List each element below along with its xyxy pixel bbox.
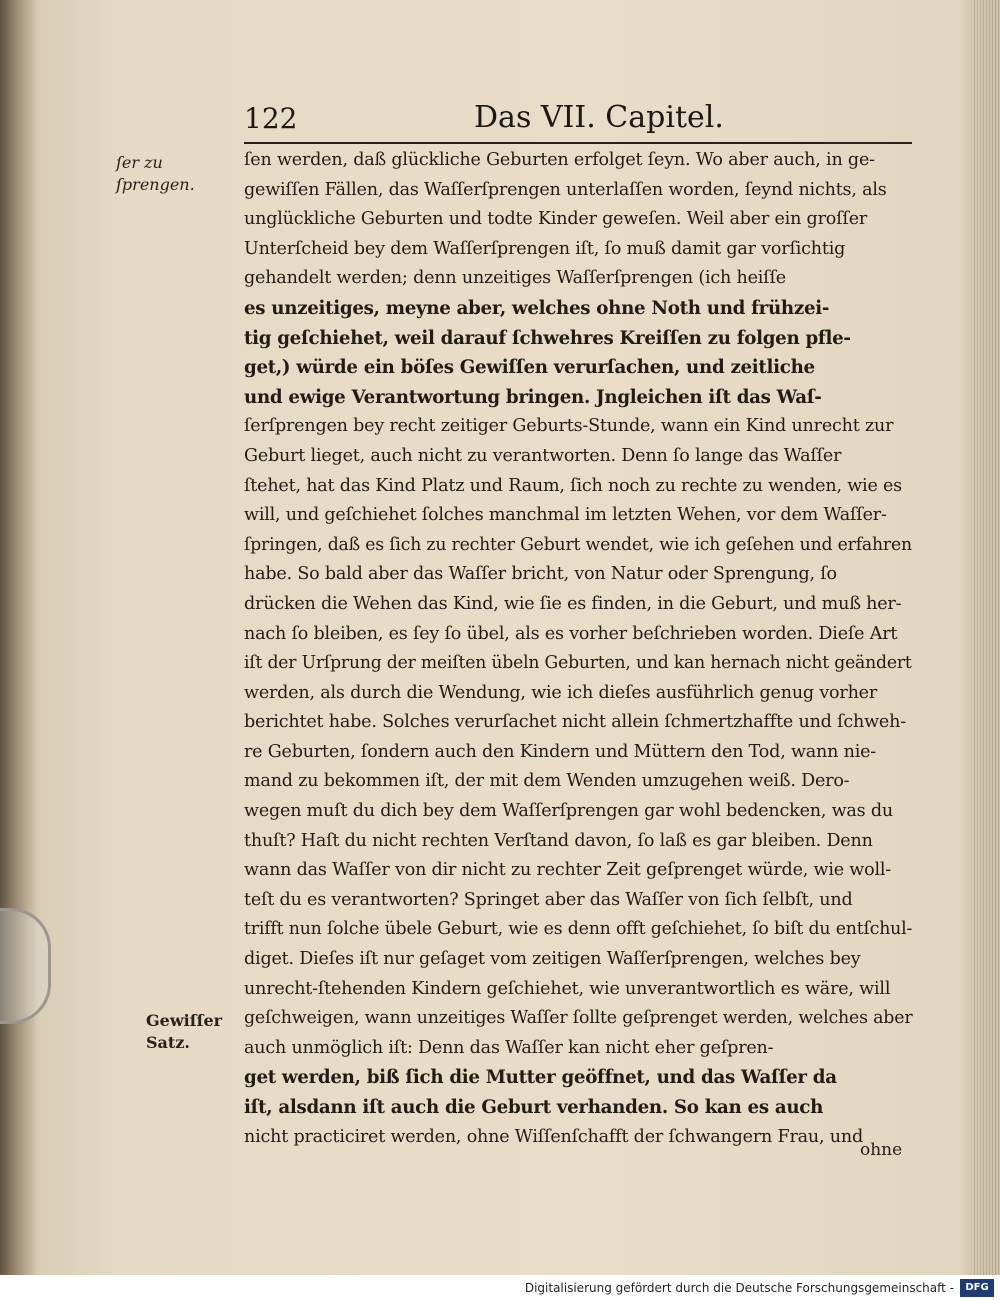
text-line: iſt, alsdann iſt auch die Geburt verhanden. So kan es auch [244,1097,824,1118]
text-line: re Geburten, ſondern auch den Kindern und Müttern den Tod, wann nie- [244,741,877,762]
text-line: nach ſo bleiben, es ſey ſo übel, als es vorher beſchrieben worden. Dieſe Art [244,623,898,644]
text-line: ſpringen, daß es ſich zu rechter Geburt wendet, wie ich geſehen und erfahren [244,534,912,555]
text-line: gewiſſen Fällen, das Waſſerſprengen unterlaſſen worden, ſeynd nichts, als [244,179,887,200]
text-line: Geburt lieget, auch nicht zu verantworten. Denn ſo lange das Waſſer [244,445,842,466]
text-line: get,) würde ein böſes Gewiſſen verurſachen, und zeitliche [244,357,815,379]
text-line: unglückliche Geburten und todte Kinder geweſen. Weil aber ein groſſer [244,209,868,230]
dfg-logo-icon: DFG [960,1279,994,1297]
page-header [244,98,912,144]
text-line: habe. So bald aber das Waſſer bricht, von Natur oder Sprengung, ſo [244,564,837,585]
text-line: iſt der Urſprung der meiſten übeln Geburten, und kan hernach nicht geändert [244,653,912,674]
text-line: und ewige Verantwortung bringen. Jngleichen iſt das Waſ- [244,386,822,408]
text-line: tig geſchiehet, weil darauf ſchwehres Kreiſſen zu folgen pfle- [244,327,851,349]
text-line: nicht practiciret werden, ohne Wiſſenſchafft der ſchwangern Frau, und [244,1126,864,1147]
text-line: unrecht-ſtehenden Kindern geſchiehet, wie unverantwortlich es wäre, will [244,978,891,999]
page-edge [972,0,1000,1275]
margin-note: ſer zu ſprengen. [116,153,195,194]
body-text [244,146,914,1152]
text-line: ſtehet, hat das Kind Platz und Raum, ſich noch zu rechte zu wenden, wie es [244,475,902,496]
text-line: gehandelt werden; denn unzeitiges Waſſerſprengen (ich heiſſe [244,268,786,289]
text-line: wegen muſt du dich bey dem Waſſerſprengen gar wohl bedencken, was du [244,801,893,822]
catchword: ohne [860,1140,903,1160]
text-line: get werden, biß ſich die Mutter geöffnet, und das Waſſer da [244,1067,837,1089]
text-line: ſen werden, daß glückliche Geburten erfolget ſeyn. Wo aber auch, in ge- [244,150,875,170]
running-head: Das VII. Capitel. [474,100,724,135]
text-line: ſerſprengen bey recht zeitiger Geburts-Stunde, wann ein Kind unrecht zur [244,416,894,437]
text-line: geſchweigen, wann unzeitiges Waſſer ſollte geſprenget werden, welches aber [244,1008,913,1029]
footer-credit: Digitalisierung gefördert durch die Deutsche Forschungsgemeinschaft - [524,1281,954,1295]
footer-bar [0,1275,1000,1301]
text-line: will, und geſchiehet ſolches manchmal im letzten Wehen, vor dem Waſſer- [244,505,887,526]
text-line: auch unmöglich iſt: Denn das Waſſer kan nicht eher geſpren- [244,1037,774,1058]
text-line: drücken die Wehen das Kind, wie ſie es finden, in die Geburt, und muß her- [244,593,902,614]
text-line: wann das Waſſer von dir nicht zu rechter Zeit geſprenget würde, wie woll- [244,860,892,881]
page-clip [0,908,51,1024]
text-line: berichtet habe. Solches verurſachet nicht allein ſchmertzhaffte und ſchweh- [244,712,906,733]
text-line: mand zu bekommen iſt, der mit dem Wenden umzugehen weiß. Dero- [244,771,850,792]
text-line: Unterſcheid bey dem Waſſerſprengen iſt, ſo muß damit gar vorſichtig [244,238,846,259]
text-line: thuſt? Haſt du nicht rechten Verſtand davon, ſo laß es gar bleiben. Denn [244,830,873,851]
text-line: es unzeitiges, meyne aber, welches ohne Noth und frühzei- [244,297,830,319]
text-line: werden, als durch die Wendung, wie ich dieſes ausführlich genug vorher [244,682,878,703]
margin-note: Gewiſſer Satz. [146,1011,223,1052]
text-line: teſt du es verantworten? Springet aber das Waſſer von ſich ſelbſt, und [244,889,853,910]
text-line: trifft nun ſolche übele Geburt, wie es denn offt geſchiehet, ſo biſt du entſchul- [244,919,913,940]
page-number: 122 [244,102,298,135]
text-line: diget. Dieſes iſt nur geſaget vom zeitigen Waſſerſprengen, welches bey [244,949,861,970]
book-binding [0,0,36,1275]
